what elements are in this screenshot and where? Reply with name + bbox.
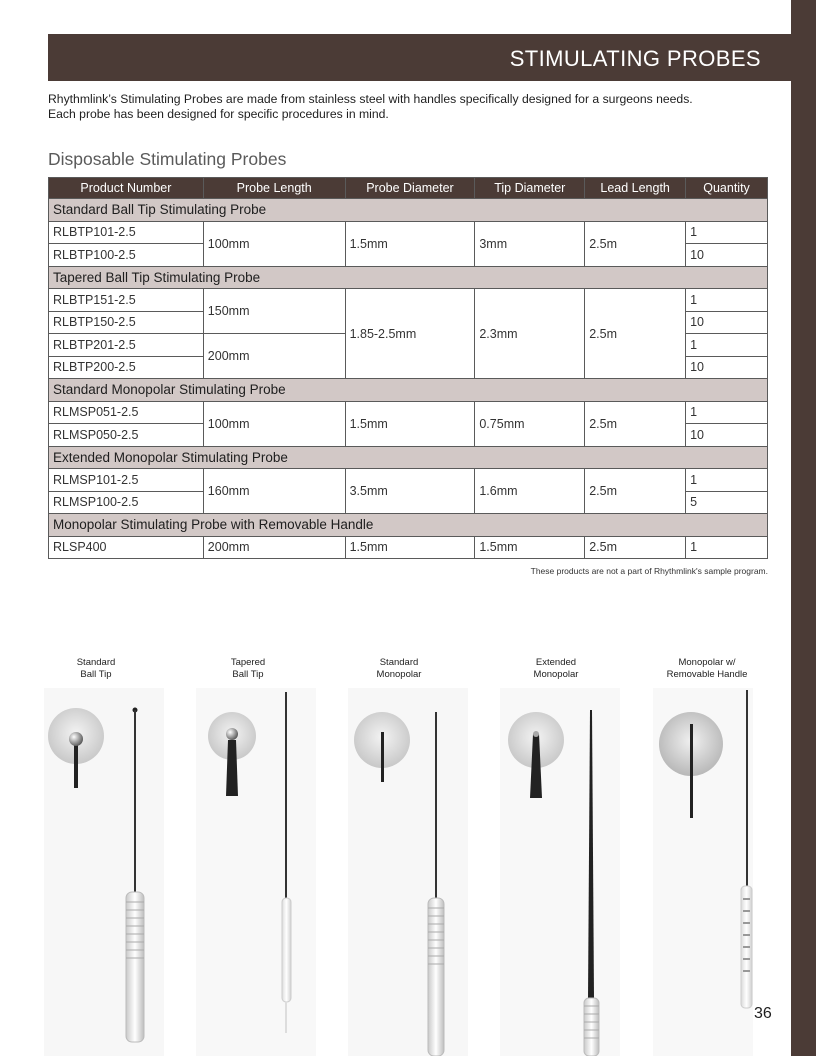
probe-image-removable-handle <box>653 688 773 1056</box>
tip-diameter: 3mm <box>475 221 585 266</box>
intro-line: Rhythmlink’s Stimulating Probes are made from stainless steel with handles specifically designed for a surgeons needs. <box>48 92 693 106</box>
table-row <box>49 401 768 424</box>
probe-diameter: 1.5mm <box>345 221 475 266</box>
page-title: STIMULATING PROBES <box>509 46 761 71</box>
product-number: RLMSP050-2.5 <box>49 424 204 447</box>
probe-label-standard-ball-tip <box>41 657 151 681</box>
probe-label-line: Ball Tip <box>80 669 112 680</box>
product-number: RLMSP051-2.5 <box>49 401 204 424</box>
probe-label-line: Tapered <box>230 657 266 668</box>
quantity: 1 <box>686 289 768 312</box>
product-number: RLBTP150-2.5 <box>49 311 204 334</box>
column-header: Product Number <box>49 178 204 199</box>
group-name: Extended Monopolar Stimulating Probe <box>49 446 768 469</box>
intro-text <box>48 92 778 122</box>
product-number: RLBTP200-2.5 <box>49 356 204 379</box>
tip-diameter: 1.5mm <box>475 536 585 559</box>
tip-diameter: 2.3mm <box>475 289 585 379</box>
product-number: RLBTP201-2.5 <box>49 334 204 357</box>
product-number: RLBTP101-2.5 <box>49 221 204 244</box>
quantity: 1 <box>686 536 768 559</box>
side-bar <box>791 0 816 1056</box>
column-header: Lead Length <box>585 178 686 199</box>
table-row <box>49 469 768 492</box>
probe-image-tapered-ball-tip <box>196 688 316 1056</box>
product-number: RLMSP101-2.5 <box>49 469 204 492</box>
lead-length: 2.5m <box>585 536 686 559</box>
column-header: Probe Length <box>203 178 345 199</box>
group-name: Monopolar Stimulating Probe with Removable Handle <box>49 514 768 537</box>
tip-diameter: 0.75mm <box>475 401 585 446</box>
group-name: Tapered Ball Tip Stimulating Probe <box>49 266 768 289</box>
probe-label-line: Monopolar w/ <box>678 657 736 668</box>
product-number: RLMSP100-2.5 <box>49 491 204 514</box>
footnote: These products are not a part of Rhythmlink's sample program. <box>530 566 768 576</box>
lead-length: 2.5m <box>585 289 686 379</box>
page-number: 36 <box>754 1005 772 1022</box>
probe-image-standard-ball-tip <box>44 688 164 1056</box>
header-band <box>48 34 791 81</box>
probe-diameter: 1.5mm <box>345 536 475 559</box>
probe-length: 160mm <box>203 469 345 514</box>
probe-label-standard-monopolar <box>344 657 454 681</box>
quantity: 10 <box>686 356 768 379</box>
section-title: Disposable Stimulating Probes <box>48 149 287 169</box>
probe-label-line: Standard <box>76 657 116 668</box>
probe-length: 150mm <box>203 289 345 334</box>
product-number: RLSP400 <box>49 536 204 559</box>
intro-line: Each probe has been designed for specific procedures in mind. <box>48 107 389 121</box>
group-row <box>49 199 768 222</box>
lead-length: 2.5m <box>585 221 686 266</box>
product-number: RLBTP100-2.5 <box>49 244 204 267</box>
lead-length: 2.5m <box>585 401 686 446</box>
probe-label-removable-handle <box>652 657 762 681</box>
quantity: 10 <box>686 311 768 334</box>
quantity: 10 <box>686 244 768 267</box>
group-name: Standard Monopolar Stimulating Probe <box>49 379 768 402</box>
quantity: 1 <box>686 401 768 424</box>
probe-label-line: Ball Tip <box>232 669 264 680</box>
quantity: 10 <box>686 424 768 447</box>
probe-diameter: 1.5mm <box>345 401 475 446</box>
probe-label-line: Extended <box>535 657 577 668</box>
quantity: 1 <box>686 221 768 244</box>
probe-label-extended-monopolar <box>501 657 611 681</box>
table-row <box>49 536 768 559</box>
probe-diameter: 1.85-2.5mm <box>345 289 475 379</box>
probe-image-standard-monopolar <box>348 688 468 1056</box>
lead-length: 2.5m <box>585 469 686 514</box>
group-row <box>49 379 768 402</box>
group-name: Standard Ball Tip Stimulating Probe <box>49 199 768 222</box>
probe-length: 100mm <box>203 221 345 266</box>
quantity: 1 <box>686 469 768 492</box>
probe-label-line: Removable Handle <box>666 669 748 680</box>
table-row <box>49 289 768 312</box>
spec-table <box>48 177 768 559</box>
group-row <box>49 514 768 537</box>
group-row <box>49 266 768 289</box>
table-header-row <box>49 178 768 199</box>
probe-diameter: 3.5mm <box>345 469 475 514</box>
probe-length: 200mm <box>203 536 345 559</box>
probe-label-line: Monopolar <box>376 669 422 680</box>
product-number: RLBTP151-2.5 <box>49 289 204 312</box>
column-header: Probe Diameter <box>345 178 475 199</box>
probe-label-line: Standard <box>379 657 419 668</box>
table-row <box>49 221 768 244</box>
probe-image-extended-monopolar <box>500 688 620 1056</box>
probe-length: 200mm <box>203 334 345 379</box>
tip-diameter: 1.6mm <box>475 469 585 514</box>
probe-length: 100mm <box>203 401 345 446</box>
probe-label-line: Monopolar <box>533 669 579 680</box>
quantity: 1 <box>686 334 768 357</box>
group-row <box>49 446 768 469</box>
column-header: Tip Diameter <box>475 178 585 199</box>
quantity: 5 <box>686 491 768 514</box>
probe-label-tapered-ball-tip <box>193 657 303 681</box>
column-header: Quantity <box>686 178 768 199</box>
